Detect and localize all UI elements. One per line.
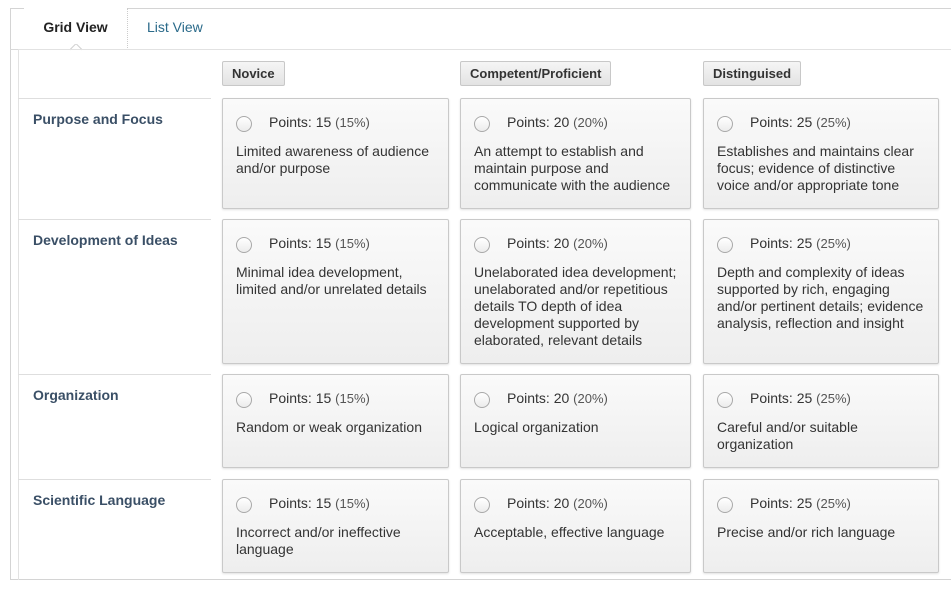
rubric-cell[interactable] <box>703 98 939 209</box>
cell-description: Acceptable, effective language <box>474 524 665 540</box>
view-tabs <box>10 8 951 50</box>
points-value: Points: 20 <box>507 390 570 406</box>
rubric-cell[interactable] <box>703 374 939 468</box>
rubric-cell[interactable] <box>222 219 449 364</box>
level-header-novice: Novice <box>222 61 285 86</box>
points-value: Points: 25 <box>750 495 813 511</box>
criterion-organization: Organization <box>18 374 211 479</box>
cell-description: An attempt to establish and maintain purpose and communicate with the audience <box>474 143 671 193</box>
points-percent: (20%) <box>573 496 608 511</box>
cell-description: Logical organization <box>474 419 599 435</box>
cell-description: Precise and/or rich language <box>717 524 896 540</box>
radio-button[interactable] <box>236 497 252 513</box>
points-percent: (20%) <box>573 391 608 406</box>
level-header-competent: Competent/Proficient <box>460 61 611 86</box>
tab-grid-view-label: Grid View <box>43 19 108 35</box>
points-value: Points: 25 <box>750 114 813 130</box>
points-percent: (25%) <box>816 236 851 251</box>
rubric-cell[interactable] <box>460 219 691 364</box>
points-value: Points: 20 <box>507 235 570 251</box>
cell-description: Careful and/or suitable organization <box>717 419 858 452</box>
cell-description: Minimal idea development, limited and/or unrelated details <box>236 264 427 297</box>
rubric-cell[interactable] <box>222 479 449 573</box>
points-value: Points: 15 <box>269 114 332 130</box>
level-header-distinguished: Distinguised <box>703 61 801 86</box>
points-percent: (15%) <box>335 236 370 251</box>
rubric-cell[interactable] <box>222 374 449 468</box>
points-value: Points: 15 <box>269 495 332 511</box>
rubric-cell[interactable] <box>703 479 939 573</box>
criterion-purpose-and-focus: Purpose and Focus <box>18 98 211 219</box>
criterion-development-of-ideas: Development of Ideas <box>18 219 211 374</box>
criterion-scientific-language: Scientific Language <box>18 479 211 580</box>
points-percent: (15%) <box>335 391 370 406</box>
points-value: Points: 15 <box>269 235 332 251</box>
rubric-cell[interactable] <box>703 219 939 364</box>
cell-description: Establishes and maintains clear focus; evidence of distinctive voice and/or appropriate tone <box>717 143 914 193</box>
radio-button[interactable] <box>474 497 490 513</box>
tab-list-view[interactable]: List View <box>147 19 203 35</box>
points-percent: (25%) <box>816 391 851 406</box>
points-percent: (20%) <box>573 236 608 251</box>
radio-button[interactable] <box>474 116 490 132</box>
points-percent: (25%) <box>816 496 851 511</box>
radio-button[interactable] <box>474 392 490 408</box>
radio-button[interactable] <box>236 392 252 408</box>
points-value: Points: 25 <box>750 235 813 251</box>
radio-button[interactable] <box>474 237 490 253</box>
cell-description: Limited awareness of audience and/or purpose <box>236 143 430 176</box>
rubric-cell[interactable] <box>460 98 691 209</box>
rubric-cell[interactable] <box>460 479 691 573</box>
points-percent: (15%) <box>335 115 370 130</box>
radio-button[interactable] <box>717 497 733 513</box>
tab-grid-view[interactable] <box>24 8 128 50</box>
points-percent: (25%) <box>816 115 851 130</box>
points-value: Points: 25 <box>750 390 813 406</box>
rubric-cell[interactable] <box>460 374 691 468</box>
points-percent: (15%) <box>335 496 370 511</box>
cell-description: Random or weak organization <box>236 419 422 435</box>
radio-button[interactable] <box>717 237 733 253</box>
points-value: Points: 20 <box>507 114 570 130</box>
rubric-cell[interactable] <box>222 98 449 209</box>
cell-description: Incorrect and/or ineffective language <box>236 524 401 557</box>
cell-description: Depth and complexity of ideas supported by rich, engaging and/or pertinent details; evidence analysis, reflection and insight <box>717 264 924 331</box>
points-value: Points: 20 <box>507 495 570 511</box>
radio-button[interactable] <box>717 392 733 408</box>
radio-button[interactable] <box>717 116 733 132</box>
radio-button[interactable] <box>236 116 252 132</box>
radio-button[interactable] <box>236 237 252 253</box>
cell-description: Unelaborated idea development; unelaborated and/or repetitious details TO depth of idea development supported by elaborated, relevant details <box>474 264 677 348</box>
points-value: Points: 15 <box>269 390 332 406</box>
points-percent: (20%) <box>573 115 608 130</box>
